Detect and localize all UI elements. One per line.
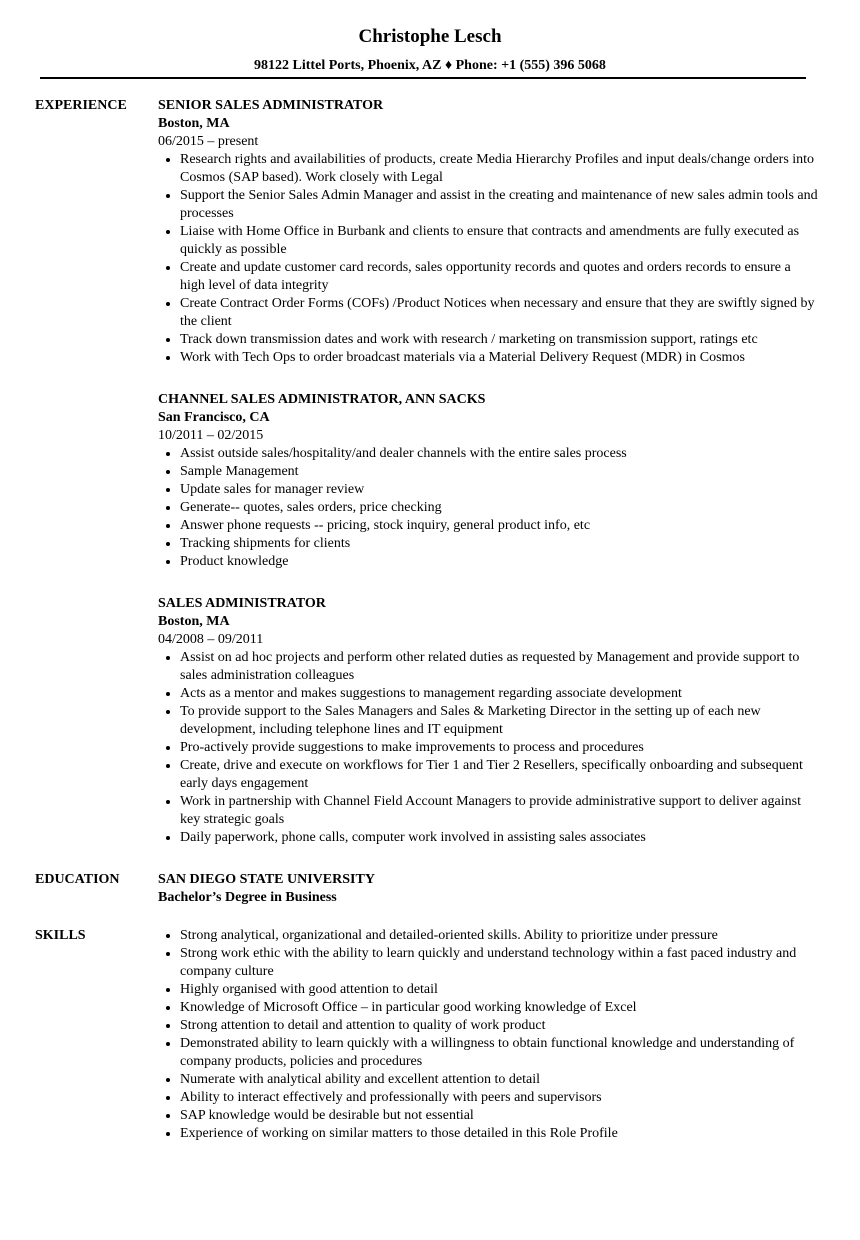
skill-item: • Demonstrated ability to learn quickly with a willingness to obtain functional knowledge and understanding of company products, policies and procedures	[180, 1035, 818, 1071]
job-entry	[158, 595, 818, 847]
header-divider	[40, 77, 806, 79]
section-spacer	[0, 907, 860, 927]
duty-item: • Track down transmission dates and work with research / marketing on transmission support, ratings etc	[180, 331, 818, 349]
duty-item: • Assist on ad hoc projects and perform other related duties as requested by Management and provide support to sales administration colleagues	[180, 649, 818, 685]
skill-item: • Strong analytical, organizational and detailed-oriented skills. Ability to prioritize under pressure	[180, 927, 818, 945]
experience-list	[158, 97, 818, 871]
job-location: San Francisco, CA	[158, 410, 270, 425]
job-title: SENIOR SALES ADMINISTRATOR	[158, 98, 384, 113]
duty-item: • Tracking shipments for clients	[180, 535, 818, 553]
duty-item: • Work with Tech Ops to order broadcast materials via a Material Delivery Request (MDR) in Cosmos	[180, 349, 818, 367]
skill-item: • Ability to interact effectively and professionally with peers and supervisors	[180, 1089, 818, 1107]
duty-item: • Product knowledge	[180, 553, 818, 571]
skill-item: • SAP knowledge would be desirable but not essential	[180, 1107, 818, 1125]
duty-item: • Create Contract Order Forms (COFs) /Product Notices when necessary and ensure that they are swiftly signed by the client	[180, 295, 818, 331]
job-duties	[158, 445, 818, 571]
duty-item: • Work in partnership with Channel Field Account Managers to provide administrative support to deliver against key strategic goals	[180, 793, 818, 829]
skill-item: • Strong attention to detail and attention to quality of work product	[180, 1017, 818, 1035]
skills-list	[158, 927, 818, 1143]
skill-item: • Numerate with analytical ability and excellent attention to detail	[180, 1071, 818, 1089]
experience-section	[0, 97, 860, 871]
skills-list-wrapper	[158, 927, 818, 1143]
section-title-education: EDUCATION	[35, 872, 120, 887]
degree: Bachelor’s Degree in Business	[158, 890, 337, 905]
duty-item: • Support the Senior Sales Admin Manager and assist in the creating and maintenance of new sales admin tools and processes	[180, 187, 818, 223]
job-entry	[158, 97, 818, 367]
skill-item: • Strong work ethic with the ability to learn quickly and understand technology within a fast paced industry and company culture	[180, 945, 818, 981]
resume-content	[0, 97, 860, 1143]
duty-item: • Create and update customer card records, sales opportunity records and quotes and orders records to ensure a high level of data integrity	[180, 259, 818, 295]
duty-item: • Daily paperwork, phone calls, computer work involved in assisting sales associates	[180, 829, 818, 847]
job-title: CHANNEL SALES ADMINISTRATOR, ANN SACKS	[158, 392, 486, 407]
section-title-experience: EXPERIENCE	[35, 98, 127, 113]
job-duties	[158, 649, 818, 847]
job-entry	[158, 391, 818, 571]
resume-header	[0, 0, 860, 75]
duty-item: • Acts as a mentor and makes suggestions to management regarding associate development	[180, 685, 818, 703]
duty-item: • Research rights and availabilities of products, create Media Hierarchy Profiles and input deals/change orders into Cosmos (SAP based). Work closely with Legal	[180, 151, 818, 187]
section-title-skills: SKILLS	[35, 928, 86, 943]
education-entry	[158, 871, 818, 907]
skill-item: • Highly organised with good attention to detail	[180, 981, 818, 999]
duty-item: • Sample Management	[180, 463, 818, 481]
job-location: Boston, MA	[158, 116, 230, 131]
job-dates: 10/2011 – 02/2015	[158, 428, 264, 443]
skill-item: • Experience of working on similar matters to those detailed in this Role Profile	[180, 1125, 818, 1143]
duty-item: • Update sales for manager review	[180, 481, 818, 499]
job-title: SALES ADMINISTRATOR	[158, 596, 326, 611]
school-name: SAN DIEGO STATE UNIVERSITY	[158, 872, 375, 887]
duty-item: • To provide support to the Sales Managers and Sales & Marketing Director in the setting up of each new development, including telephone lines and IT equipment	[180, 703, 818, 739]
duty-item: • Answer phone requests -- pricing, stock inquiry, general product info, etc	[180, 517, 818, 535]
skill-item: • Knowledge of Microsoft Office – in particular good working knowledge of Excel	[180, 999, 818, 1017]
job-location: Boston, MA	[158, 614, 230, 629]
job-dates: 04/2008 – 09/2011	[158, 632, 264, 647]
job-dates: 06/2015 – present	[158, 134, 259, 149]
education-section	[0, 871, 860, 907]
duty-item: • Liaise with Home Office in Burbank and clients to ensure that contracts and amendments are fully executed as quickly as possible	[180, 223, 818, 259]
duty-item: • Pro-actively provide suggestions to make improvements to process and procedures	[180, 739, 818, 757]
duty-item: • Create, drive and execute on workflows for Tier 1 and Tier 2 Resellers, specifically onboarding and subsequent early days engagement	[180, 757, 818, 793]
duty-item: • Assist outside sales/hospitality/and dealer channels with the entire sales process	[180, 445, 818, 463]
candidate-name: Christophe Lesch	[358, 26, 502, 47]
duty-item: • Generate-- quotes, sales orders, price checking	[180, 499, 818, 517]
job-duties	[158, 151, 818, 367]
contact-line: 98122 Littel Ports, Phoenix, AZ ♦ Phone: +1 (555) 396 5068	[254, 58, 606, 73]
skills-section	[0, 927, 860, 1143]
